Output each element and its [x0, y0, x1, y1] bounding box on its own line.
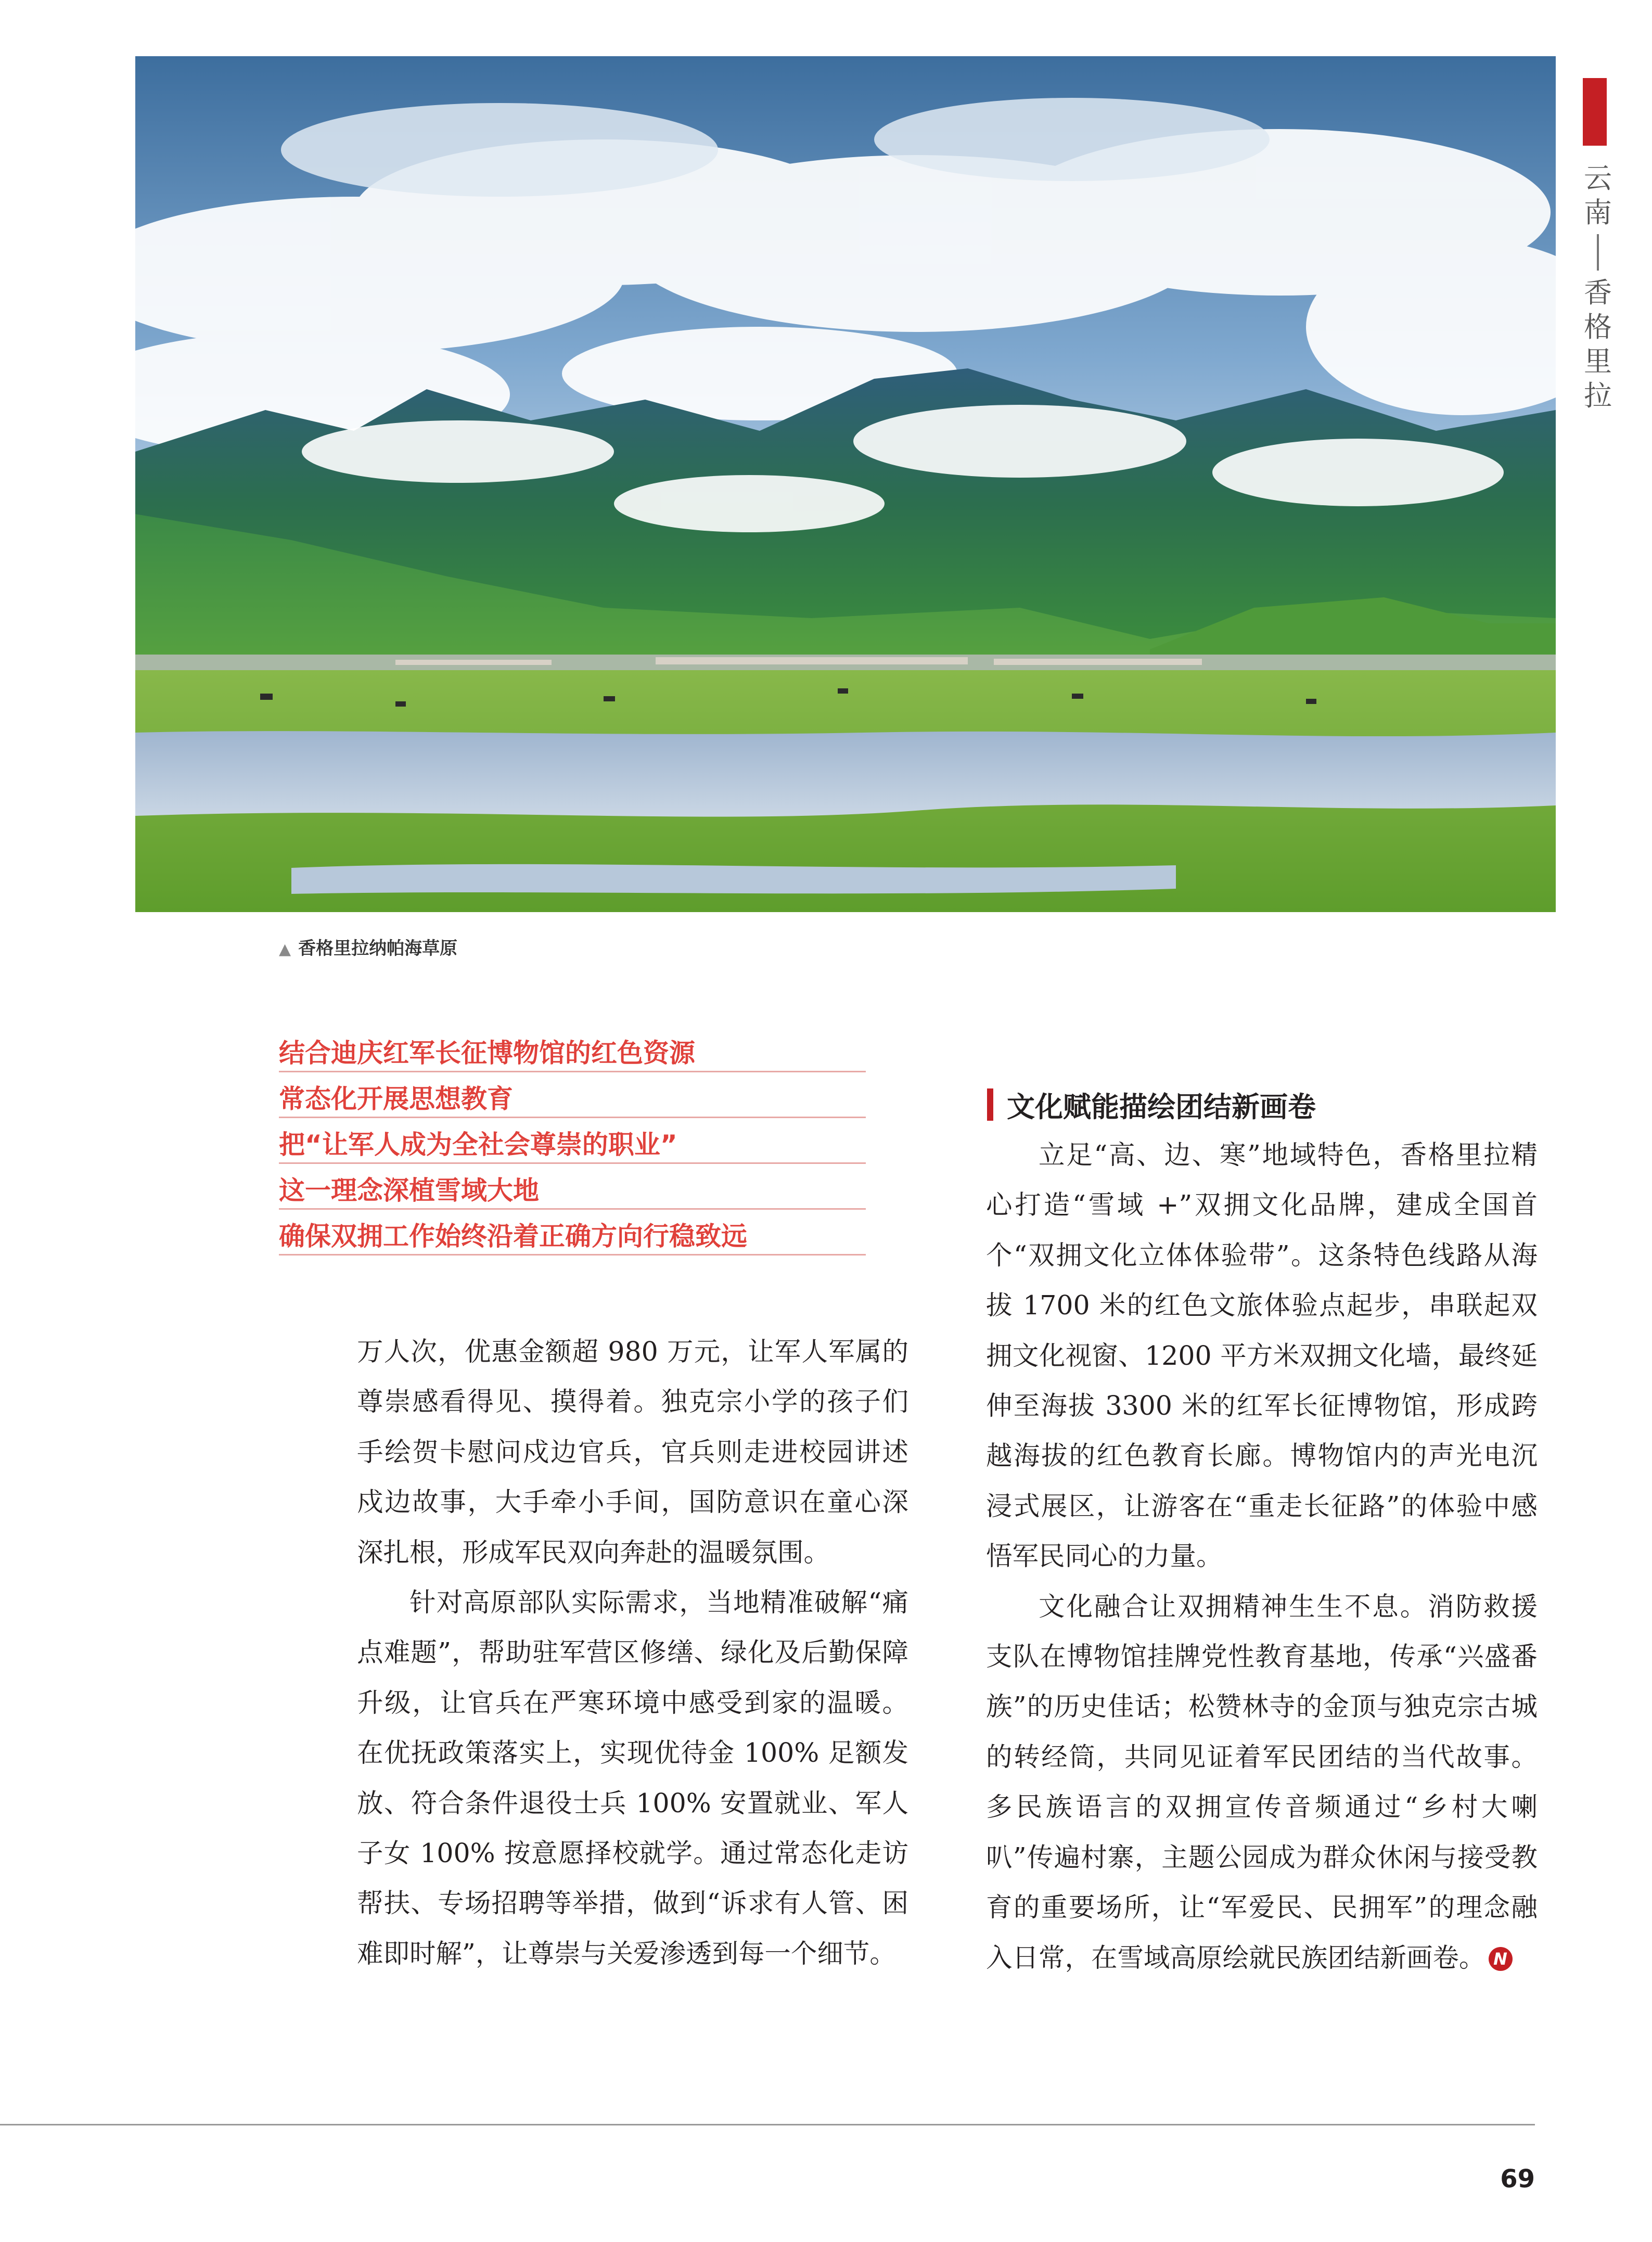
- section-heading: [986, 1083, 1538, 1126]
- photo-caption-text: 香格里拉纳帕海草原: [298, 938, 458, 959]
- pull-quote-line: 结合迪庆红军长征博物馆的红色资源: [279, 1035, 866, 1072]
- footer-rule: [0, 2124, 1535, 2125]
- body-paragraph: 针对高原部队实际需求，当地精准破解“痛点难题”，帮助驻军营区修缮、绿化及后勤保障升级，让官兵在严寒环境中感受到家的温暖。在优抚政策落实上，实现优待金 100% 足额发放、符合条件退役士兵 100% 安置就业、军人子女 100% 按意愿择校就学。通过常态化走访帮扶、专场招聘等举措，做到“诉求有人管、困难即时解”，让尊崇与关爱渗透到每一个细节。: [357, 1587, 908, 1969]
- section-heading-bar: [987, 1088, 993, 1121]
- pull-quote-line: 常态化开展思想教育: [279, 1081, 866, 1118]
- photo-caption: [279, 934, 457, 959]
- side-tab-divider: [1597, 234, 1599, 271]
- section-side-tab: [1580, 161, 1616, 413]
- pull-quote-line: 这一理念深植雪域大地: [279, 1173, 866, 1210]
- body-paragraph: 万人次，优惠金额超 980 万元，让军人军属的尊崇感看得见、摸得着。独克宗小学的孩子们手绘贺卡慰问戍边官兵，官兵则走进校园讲述戍边故事，大手牵小手间，国防意识在童心深深扎根，形成军民双向奔赴的温暖氛围。: [357, 1336, 908, 1568]
- right-column: [986, 1083, 1538, 1983]
- pull-quote-line: 把“让军人成为全社会尊崇的职业”: [279, 1127, 866, 1164]
- body-paragraph: 立足“高、边、寒”地域特色，香格里拉精心打造“雪域 +”双拥文化品牌，建成全国首个“双拥文化立体体验带”。这条特色线路从海拔 1700 米的红色文旅体验点起步，串联起双拥文化视窗、1200 平方米双拥文化墙，最终延伸至海拔 3300 米的红军长征博物馆，形成跨越海拔的红色教育长廊。博物馆内的声光电沉浸式展区，让游客在“重走长征路”的体验中感悟军民同心的力量。: [986, 1139, 1538, 1572]
- page-number: 69: [1500, 2164, 1535, 2194]
- triangle-marker-icon: ▲: [279, 940, 291, 958]
- side-accent-bar: [1583, 78, 1607, 146]
- side-tab-char: 里: [1584, 345, 1612, 378]
- pull-quote: [279, 1035, 866, 1264]
- section-title: 文化赋能描绘团结新画卷: [1007, 1090, 1316, 1123]
- left-column: [357, 1327, 908, 1979]
- side-tab-char: 拉: [1584, 379, 1612, 412]
- pull-quote-line: 确保双拥工作始终沿着正确方向行稳致远: [279, 1219, 866, 1255]
- body-paragraph: [986, 1582, 1538, 1983]
- side-tab-char: 南: [1584, 196, 1612, 229]
- side-tab-char: 云: [1584, 162, 1612, 195]
- landscape-photo: [135, 56, 1556, 912]
- side-tab-char: 香: [1584, 276, 1612, 309]
- side-tab-char: 格: [1584, 311, 1612, 343]
- body-paragraph-text: 文化融合让双拥精神生生不息。消防救援支队在博物馆挂牌党性教育基地，传承“兴盛番族”的历史佳话；松赞林寺的金顶与独克宗古城的转经筒，共同见证着军民团结的当代故事。多民族语言的双拥宣传音频通过“乡村大喇叭”传遍村寨，主题公园成为群众休闲与接受教育的重要场所，让“军爱民、民拥军”的理念融入日常，在雪域高原绘就民族团结新画卷。: [986, 1591, 1538, 1973]
- article-end-icon: N: [1489, 1947, 1513, 1971]
